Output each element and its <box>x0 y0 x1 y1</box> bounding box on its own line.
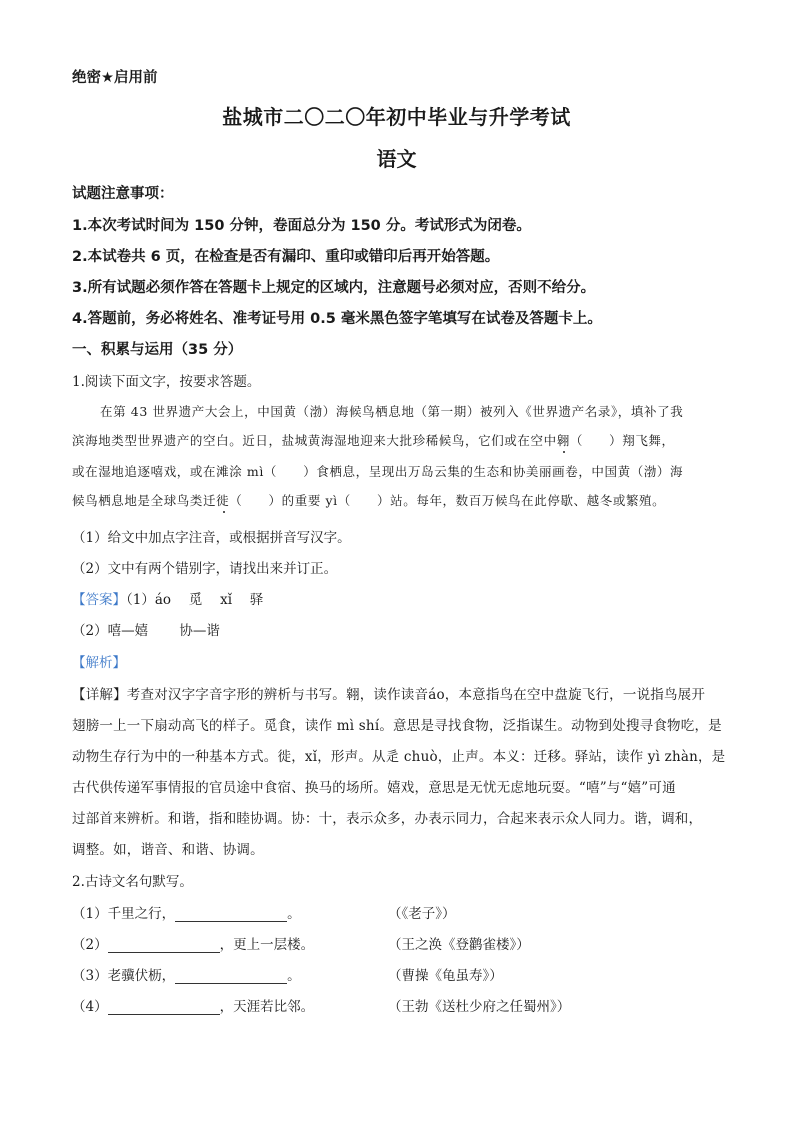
recitation-item <box>72 902 301 922</box>
detail-line: 古代供传递军事情报的官员途中食宿、换马的场所。嬉戏，意思是无忧无虑地玩耍。“嘻”与“嬉”可通 <box>72 780 676 796</box>
section-title: 一、积累与运用（35 分） <box>72 342 243 358</box>
sub-question-2: （2）文中有两个错别字，请找出来并订正。 <box>72 561 338 577</box>
question-1-prompt: 1.阅读下面文字，按要求答题。 <box>72 374 261 390</box>
note-item: 1.本次考试时间为 150 分钟，卷面总分为 150 分。考试形式为闭卷。 <box>72 218 531 234</box>
answer-line <box>72 588 263 608</box>
passage-text: （ ）翔飞舞， <box>569 433 675 448</box>
passage-line <box>72 491 722 509</box>
detail-line: 调整。如，谐音、和谐、协调。 <box>72 842 264 858</box>
detail-line: 【详解】考查对汉字字音字形的辨析与书写。翱，读作读音áo，本意指鸟在空中盘旋飞行，一说指鸟展开 <box>72 687 706 703</box>
passage-text: 候鸟栖息地是全球鸟类迁 <box>72 493 217 508</box>
analysis-label: 【解析】 <box>72 655 126 671</box>
recitation-item <box>72 964 301 984</box>
exam-title: 盐城市二〇二〇年初中毕业与升学考试 <box>222 105 571 129</box>
item-number: （4） <box>72 999 108 1015</box>
item-text: 老骥伏枥， <box>107 968 176 984</box>
answer-line: （2）嘻—嬉 协—谐 <box>72 623 220 639</box>
item-number: （1） <box>72 906 108 922</box>
detail-line: 动物生存行为中的一种基本方式。徙，xǐ，形声。从辵 chuò，止声。本义：迁移。驿站，读作 yì zhàn，是 <box>72 749 726 765</box>
fill-blank[interactable] <box>108 1001 220 1015</box>
note-item: 2.本试卷共 6 页，在检查是否有漏印、重印或错印后再开始答题。 <box>72 249 500 265</box>
sub-question-1: （1）给文中加点字注音，或根据拼音写汉字。 <box>72 530 351 546</box>
answer-text: （1）áo 觅 xǐ 驿 <box>126 592 264 608</box>
item-number: （2） <box>72 937 108 953</box>
item-text: ，更上一层楼。 <box>219 937 315 953</box>
question-2-prompt: 2.古诗文名句默写。 <box>72 874 193 890</box>
fill-blank[interactable] <box>175 908 287 922</box>
item-text: 。 <box>287 906 301 922</box>
detail-line: 翅膀一上一下扇动高飞的样子。觅食，读作 mì shí。意思是寻找食物，泛指谋生。动物到处搜寻食物吃，是 <box>72 718 722 734</box>
subject-title: 语文 <box>376 147 417 171</box>
note-item: 3.所有试题必须作答在答题卡上规定的区域内，注意题号必须对应，否则不给分。 <box>72 280 596 296</box>
passage-line: 或在湿地追逐嘻戏，或在滩涂 mì（ ）食栖息，呈现出万岛云集的生态和协美丽画卷，中国黄（渤）海 <box>72 464 684 479</box>
item-source: （《老子》） <box>388 906 456 922</box>
recitation-item <box>72 933 314 953</box>
item-text: 千里之行， <box>107 906 176 922</box>
note-item: 4.答题前，务必将姓名、准考证号用 0.5 毫米黑色签字笔填写在试卷及答题卡上。 <box>72 311 602 327</box>
item-source: （曹操《龟虽寿》） <box>388 968 503 984</box>
dotted-char: 徙 <box>216 493 230 508</box>
detail-line: 过部首来辨析。和谐，指和睦协调。协：十，表示众多，办表示同力，合起来表示众人同力。谐，调和， <box>72 811 703 827</box>
secret-marker: 绝密★启用前 <box>72 70 158 86</box>
passage-line <box>72 431 722 449</box>
passage-line: 在第 43 世界遗产大会上，中国黄（渤）海候鸟栖息地（第一期）被列入《世界遗产名录》，填补了我 <box>100 404 684 419</box>
notes-heading: 试题注意事项： <box>72 186 174 202</box>
item-source: （王之涣《登鹳雀楼》） <box>388 937 530 953</box>
item-text: ，天涯若比邻。 <box>219 999 315 1015</box>
passage-text: 滨海地类型世界遗产的空白。近日，盐城黄海湿地迎来大批珍稀候鸟，它们或在空中 <box>72 433 557 448</box>
item-number: （3） <box>72 968 108 984</box>
passage-text: （ ）的重要 yì（ ）站。每年，数百万候鸟在此停歇、越冬或繁殖。 <box>229 493 666 508</box>
item-text: 。 <box>287 968 301 984</box>
item-source: （王勃《送杜少府之任蜀州》） <box>388 999 571 1015</box>
fill-blank[interactable] <box>175 970 287 984</box>
answer-label: 【答案】 <box>72 592 126 608</box>
recitation-item <box>72 995 314 1015</box>
dotted-char: 翱 <box>556 433 570 448</box>
fill-blank[interactable] <box>108 939 220 953</box>
